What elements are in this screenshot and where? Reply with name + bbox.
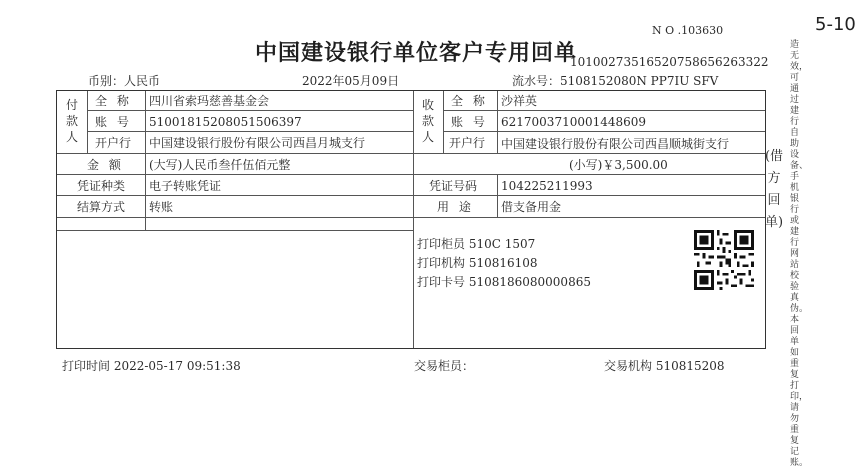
side-label: (借方回单) [764, 149, 784, 230]
print-time: 打印时间 2022-05-17 09:51:38 [62, 359, 241, 373]
grid-line [57, 174, 765, 175]
flow-label: 流水号： [512, 74, 561, 88]
amount-lower-value: (小写)￥3,500.00 [569, 158, 668, 172]
flow-value: 5108152080N PP7IU SFV [560, 74, 719, 88]
payer-group-label: 付款人 [65, 98, 78, 144]
document-date: 2022年05月09日 [302, 74, 400, 88]
flow-number [512, 72, 718, 89]
grid-line [145, 91, 146, 230]
print-teller: 打印柜员 510C 1507 [417, 237, 536, 251]
voucher-type-label: 凭证种类 [77, 179, 126, 193]
payer-name-value: 四川省索玛慈善基金会 [149, 94, 270, 108]
currency-label: 币别： [88, 74, 125, 88]
voucher-number-label: 凭证号码 [429, 179, 478, 193]
grid-line [87, 91, 88, 153]
handwritten-note: 5-10 [815, 14, 856, 35]
grid-line [57, 153, 765, 154]
currency [88, 72, 160, 89]
payee-group-label: 收款人 [421, 98, 434, 144]
purpose-value: 借支备用金 [501, 200, 562, 214]
grid-line [87, 110, 413, 111]
payer-account-value: 51001815208051506397 [149, 115, 302, 129]
long-number: 10100273516520758656263322 [570, 55, 769, 69]
qr-code [694, 230, 754, 290]
settlement-method-value: 转账 [149, 200, 174, 214]
grid-line [443, 131, 765, 132]
trade-org: 交易机构 510815208 [604, 359, 725, 373]
payee-bank-label: 开户行 [449, 136, 486, 150]
receipt-form [56, 90, 766, 349]
document-title: 中国建设银行单位客户专用回单 [255, 40, 578, 66]
grid-line [57, 217, 765, 218]
payee-account-value: 6217003710001448609 [501, 115, 647, 129]
voucher-number-value: 104225211993 [501, 179, 593, 193]
grid-line [443, 110, 765, 111]
grid-line [497, 91, 498, 153]
grid-line [497, 174, 498, 217]
serial-number: N O .103630 [652, 24, 724, 37]
payer-account-label: 账 号 [95, 115, 132, 129]
trade-teller: 交易柜员： [414, 359, 475, 373]
side-note: 造无效，可通过建行自助设备、手机银行或建行网站校验真伪。本回单如重复打印，请勿重复记账。 [790, 40, 809, 468]
print-org: 打印机构 510816108 [417, 256, 538, 270]
print-card: 打印卡号 5108186080000865 [417, 275, 591, 289]
amount-upper-value: (大写)人民币叁仟伍佰元整 [149, 158, 291, 172]
payee-account-label: 账 号 [451, 115, 488, 129]
payer-bank-value: 中国建设银行股份有限公司西昌月城支行 [149, 136, 366, 150]
grid-line [57, 230, 413, 231]
payer-name-label: 全 称 [95, 94, 132, 108]
purpose-label: 用 途 [437, 200, 474, 214]
payee-bank-value: 中国建设银行股份有限公司西昌顺城街支行 [501, 137, 730, 151]
voucher-type-value: 电子转账凭证 [149, 179, 222, 193]
grid-line [87, 131, 413, 132]
settlement-method-label: 结算方式 [77, 200, 126, 214]
grid-line [413, 91, 414, 348]
grid-line [57, 195, 765, 196]
payer-bank-label: 开户行 [95, 136, 132, 150]
amount-label: 金 额 [87, 158, 124, 172]
payee-name-label: 全 称 [451, 94, 488, 108]
currency-value: 人民币 [124, 74, 161, 88]
grid-line [443, 91, 444, 153]
payee-name-value: 沙祥英 [501, 94, 538, 108]
